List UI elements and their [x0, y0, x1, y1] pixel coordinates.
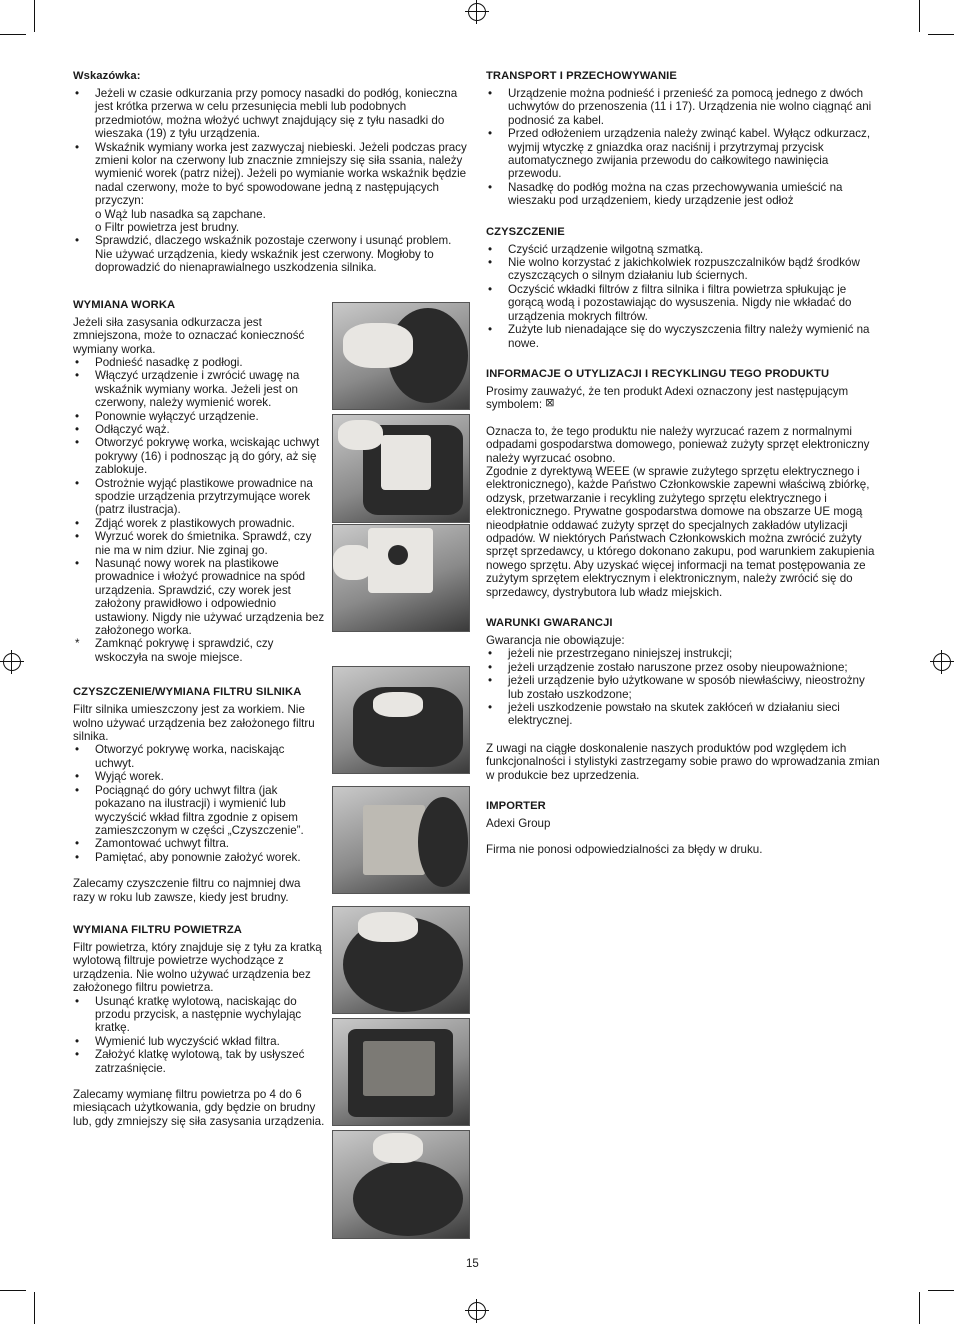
crop-mark	[34, 1292, 35, 1324]
list-item: • Urządzenie można podnieść i przenieść za pomocą jednego z dwóch uchwytów do przenoszenia (11 i 17). Urządzenia nie wolno ciągnąć ani podnosić za kabel.	[486, 87, 882, 127]
registration-mark-icon	[468, 1302, 486, 1320]
motor-filter-section	[73, 686, 325, 904]
weee-bin-icon	[545, 398, 554, 409]
recycling-p2: Oznacza to, że tego produktu nie należy wyrzucać razem z normalnymi odpadami gospodarstwa domowego, ponieważ zużyty sprzęt elektroniczny należy wyrzucać osobno.	[486, 424, 870, 465]
page-number: 15	[466, 1258, 479, 1270]
list-item	[73, 141, 468, 235]
importer-title: IMPORTER	[486, 800, 546, 813]
crop-mark	[0, 34, 26, 35]
list-item: • Zużyte lub nienadające się do wyczyszczenia filtry należy wymienić na nowe.	[486, 323, 882, 350]
transport-title: TRANSPORT I PRZECHOWYWANIE	[486, 70, 677, 82]
crop-mark	[928, 34, 954, 35]
list-item: • Pamiętać, aby ponownie założyć worek.	[73, 851, 325, 864]
list-item: • Otworzyć pokrywę worka, naciskając uchwyt.	[73, 743, 325, 770]
photo-hose-storage	[332, 1130, 470, 1239]
bag-title: WYMIANA WORKA	[73, 298, 176, 311]
importer-note: Firma nie ponosi odpowiedzialności za błędy w druku.	[486, 843, 763, 857]
list-item: • Czyścić urządzenie wilgotną szmatką.	[486, 243, 882, 256]
left-column	[73, 70, 468, 1141]
tips-section	[73, 70, 468, 275]
air-filter-title: WYMIANA FILTRU POWIETRZA	[73, 923, 242, 936]
bag-section	[73, 299, 325, 665]
warranty-note: Z uwagi na ciągłe doskonalenie naszych produktów pod względem ich funkcjonalności i stylistyki zastrzegamy sobie prawo do wprowadzania zmian w produkcie bez uprzedzenia.	[486, 741, 880, 782]
transport-section	[486, 70, 882, 208]
list-item: • Ostrożnie wyjąć plastikowe prowadnice na spodzie urządzenia przytrzymujące worek (patrz ilustracja).	[73, 477, 325, 517]
list-item: • Wymienić lub wyczyścić wkład filtra.	[73, 1035, 325, 1048]
importer-name: Adexi Group	[486, 817, 551, 831]
motor-filter-title: CZYSZCZENIE/WYMIANA FILTRU SILNIKA	[73, 686, 302, 699]
warranty-list	[486, 647, 882, 727]
crop-mark	[919, 1292, 920, 1324]
crop-mark	[919, 0, 920, 32]
motor-filter-note: Zalecamy czyszczenie filtru co najmniej dwa razy w roku lub zawsze, kiedy jest brudny.	[73, 877, 301, 904]
list-item: • jeżeli urządzenie zostało naruszone przez osoby nieupoważnione;	[486, 661, 882, 674]
registration-mark-icon	[3, 653, 21, 671]
warranty-section	[486, 617, 882, 782]
recycling-p3: Zgodnie z dyrektywą WEEE (w sprawie zużytego sprzętu elektrycznego i elektronicznego), każde Państwo Członkowskie zapewni właściwą zbiórkę, odzysk, przetwarzanie i recykling zużytego sprzętu elektrycznego i elektronicznego. Prywatne gospodarstwa domowe na obszarze UE mogą nieodpłatnie oddawać zużyty sprzęt do specjalnych zakładów utylizacji odpadów. W niektórych Państwach Członkowskich można zwrócić zużyty sprzęt sprzedawcy, u którego dokonano zakupu, pod warunkiem zakupienia nowego sprzętu. Aby uzyskać więcej informacji na temat postępowania ze zużytym sprzętem elektrycznym i elektronicznym, należy zwrócić się do sprzedawcy, dystrybutora lub władz miejskich.	[486, 464, 875, 599]
list-item: • Ponownie wyłączyć urządzenie.	[73, 410, 325, 423]
list-item: • jeżeli uszkodzenie powstało na skutek zakłóceń w działaniu sieci elektrycznej.	[486, 701, 882, 728]
air-filter-section	[73, 924, 325, 1128]
warranty-title: WARUNKI GWARANCJI	[486, 617, 613, 629]
recycling-title: INFORMACJE O UTYLIZACJI I RECYKLINGU TEGO PRODUKTU	[486, 367, 830, 380]
list-item: • Wyjąć worek.	[73, 770, 325, 783]
right-column	[486, 70, 882, 870]
list-item: • Przed odłożeniem urządzenia należy zwinąć kabel. Wyłącz odkurzacz, wyjmij wtyczkę z gniazdka oraz naciśnij i przytrzymaj przycisk automatycznego zwijania przewodu do całkowitego nawinięcia przewodu.	[486, 127, 882, 181]
crop-mark	[0, 1290, 26, 1291]
motor-filter-list	[73, 743, 325, 864]
list-item: • Pociągnąć do góry uchwyt filtra (jak pokazano na ilustracji) i wymienić lub wyczyścić wkład filtra zgodnie z opisem zamieszczonym w części „Czyszczenie”.	[73, 784, 325, 838]
registration-mark-icon	[933, 653, 951, 671]
list-item: • Założyć klatkę wylotową, tak by usłyszeć zatrzaśnięcie.	[73, 1048, 325, 1075]
list-item-text: Wskaźnik wymiany worka jest zazwyczaj niebieski. Jeżeli podczas pracy zmieni kolor na czerwony lub znacznie zmniejszy się siła ssania, należy wymienić worek (patrz niżej). Jeżeli po wymianie worka wskaźnik będzie nadal czerwony, może to być spowodowane jedną z następujących przyczyn:	[95, 140, 467, 208]
cleaning-list	[486, 243, 882, 350]
air-filter-note: Zalecamy wymianę filtru powietrza po 4 do 6 miesiącach użytkowania, gdy będzie on brudny lub, gdy zmniejszy się siła zasysania urządzenia.	[73, 1088, 325, 1128]
list-item: • Otworzyć pokrywę worka, wciskając uchwyt pokrywy (16) i podnosząc ją do góry, aż się zablokuje.	[73, 436, 325, 476]
list-item: • Wyrzuć worek do śmietnika. Sprawdź, czy nie ma w nim dziur. Nie zginaj go.	[73, 530, 325, 557]
list-item: • Podnieść nasadkę z podłogi.	[73, 356, 325, 369]
list-item: * Zamknąć pokrywę i sprawdzić, czy wskoczyła na swoje miejsce.	[73, 637, 325, 664]
registration-mark-icon	[468, 3, 486, 21]
air-filter-intro: Filtr powietrza, który znajduje się z tyłu za kratką wylotową filtruje powietrze wychodzące z urządzenia. Nie wolno używać urządzenia bez założonego filtru powietrza.	[73, 940, 322, 995]
air-filter-list	[73, 995, 325, 1075]
list-item: • Zdjąć worek z plastikowych prowadnic.	[73, 517, 325, 530]
list-item: • Jeżeli w czasie odkurzania przy pomocy nasadki do podłóg, konieczna jest krótka przerwa w celu przesunięcia mebli lub podobnych przedmiotów, można włożyć uchwyt znajdujący się z tyłu nasadki do wieszaka (19) z tyłu urządzenia.	[73, 87, 468, 141]
list-item: • Nasadkę do podłóg można na czas przechowywania umieścić na wieszaku pod urządzeniem, kiedy urządzenie jest odłoż	[486, 181, 882, 208]
crop-mark	[928, 1290, 954, 1291]
crop-mark	[34, 0, 35, 32]
cause-item: o Wąż lub nasadka są zapchane.	[95, 207, 266, 221]
transport-list	[486, 87, 882, 208]
list-item: • Odłączyć wąż.	[73, 423, 325, 436]
list-item: • Włączyć urządzenie i zwrócić uwagę na wskaźnik wymiany worka. Jeżeli jest on czerwony, należy wymienić worek.	[73, 369, 325, 409]
bag-intro: Jeżeli siła zasysania odkurzacza jest zmniejszona, może to oznaczać konieczność wymiany worka.	[73, 315, 305, 356]
cause-item: o Filtr powietrza jest brudny.	[95, 221, 240, 235]
list-item: • Oczyścić wkładki filtrów z filtra silnika i filtra powietrza spłukując je gorącą wodą i pozostawiając do wysuszenia. Nigdy nie wkładać do urządzenia mokrych filtrów.	[486, 283, 882, 323]
cleaning-section	[486, 226, 882, 350]
list-item: • Zamontować uchwyt filtra.	[73, 837, 325, 850]
list-item: • jeżeli nie przestrzegano niniejszej instrukcji;	[486, 647, 882, 660]
recycling-p1-text: Prosimy zauważyć, że ten produkt Adexi oznaczony jest następującym symbolem:	[486, 384, 849, 412]
tips-title: Wskazówka:	[73, 70, 141, 82]
importer-section	[486, 800, 882, 857]
warranty-intro: Gwarancja nie obowiązuje:	[486, 634, 625, 647]
list-item: • Nie wolno korzystać z jakichkolwiek rozpuszczalników bądź środków czyszczących o silnym działaniu lub ściernych.	[486, 256, 882, 283]
tips-list	[73, 87, 468, 275]
recycling-section	[486, 368, 882, 599]
list-item: • Nasunąć nowy worek na plastikowe prowadnice i włożyć prowadnice na spód urządzenia. Sprawdzić, czy worek jest założony prawidłowo i odpowiednio ustawiony. Nigdy nie używać urządzenia bez założonego worka.	[73, 557, 325, 637]
bag-list	[73, 356, 325, 664]
motor-filter-intro: Filtr silnika umieszczony jest za workiem. Nie wolno używać urządzenia bez założonego filtru silnika.	[73, 703, 315, 744]
recycling-p1	[486, 385, 882, 412]
list-item: • jeżeli urządzenie było użytkowane w sposób niewłaściwy, nieostrożny lub zostało uszkodzone;	[486, 674, 882, 701]
list-item: • Sprawdzić, dlaczego wskaźnik pozostaje czerwony i usunąć problem. Nie używać urządzenia, kiedy wskaźnik jest czerwony. Mogłoby to doprowadzić do nienaprawialnego uszkodzenia silnika.	[73, 234, 468, 274]
cleaning-title: CZYSZCZENIE	[486, 225, 565, 238]
list-item: • Usunąć kratkę wylotową, naciskając do przodu przycisk, a następnie wychylając kratkę.	[73, 995, 325, 1035]
